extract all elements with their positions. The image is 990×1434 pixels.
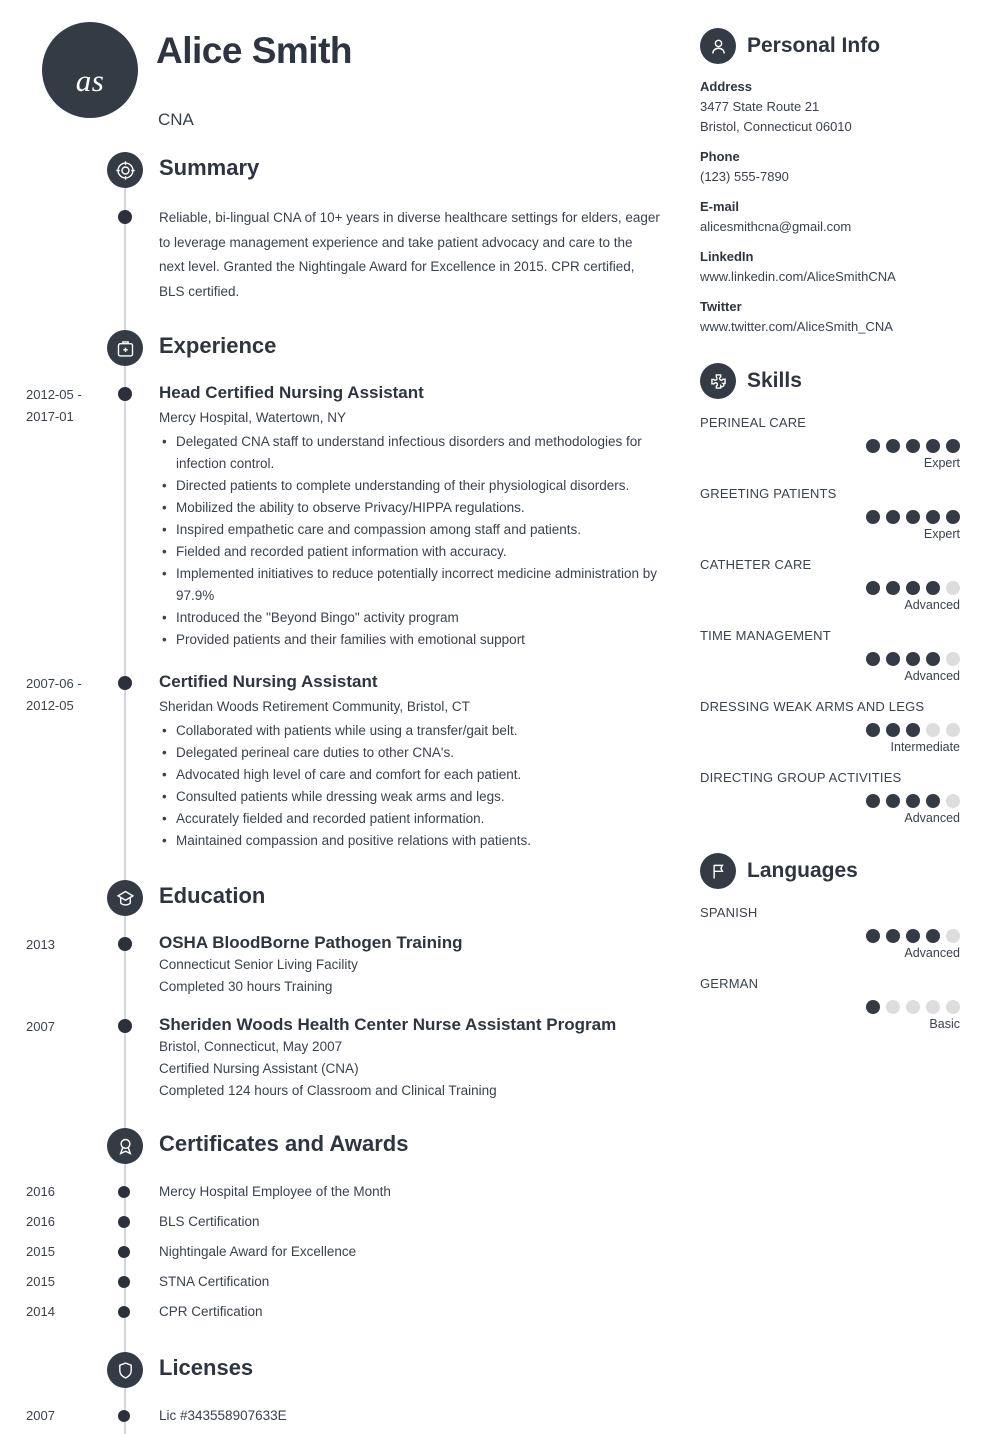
personal-info-list (700, 76, 962, 337)
timeline-dot (118, 387, 132, 401)
rating-dot-empty (946, 794, 960, 808)
rating-dot-empty (946, 581, 960, 595)
languages-list (700, 903, 962, 1031)
rating-dot-filled (906, 794, 920, 808)
info-field-value: 3477 State Route 21 (700, 99, 820, 114)
timeline-dot (118, 1276, 130, 1288)
rating-dot-filled (926, 929, 940, 943)
rating-dot-filled (906, 581, 920, 595)
rating-dot-filled (886, 510, 900, 524)
rating-dot-filled (926, 581, 940, 595)
entry-label: STNA Certification (159, 1274, 270, 1289)
rating-dot-filled (866, 723, 880, 737)
entry-dates: 2012-05 - 2017-01 (26, 387, 82, 424)
award-ribbon-icon (107, 1128, 143, 1164)
bullet-item: • Maintained compassion and positive relations with patients. (159, 830, 690, 852)
skill-item (700, 555, 962, 612)
page-title: Alice Smith (156, 30, 352, 71)
bullet-item: • Delegated perineal care duties to other CNA's. (159, 742, 690, 764)
info-field-label: Phone (700, 149, 740, 164)
entry-line: Completed 30 hours Training (159, 979, 333, 994)
section-header-experience (0, 330, 690, 382)
skills-list (700, 413, 962, 825)
rating-dot-filled (886, 723, 900, 737)
section-header-summary (0, 152, 690, 204)
section-title-languages: Languages (747, 859, 858, 882)
rating-dot-filled (886, 581, 900, 595)
bullet-item: • Accurately fielded and recorded patient information. (159, 808, 690, 830)
rating-name: DIRECTING GROUP ACTIVITIES (700, 770, 902, 785)
section-title-education: Education (159, 883, 266, 908)
education-entry (0, 932, 690, 1002)
rating-dot-filled (886, 794, 900, 808)
rating-name: GREETING PATIENTS (700, 486, 837, 501)
rating-dot-empty (946, 929, 960, 943)
skill-item (700, 413, 962, 470)
briefcase-icon (107, 330, 143, 366)
rating-level: Intermediate (890, 740, 960, 754)
target-icon (107, 152, 143, 188)
license-entry (0, 1404, 690, 1434)
entry-label: BLS Certification (159, 1214, 260, 1229)
skill-item (700, 626, 962, 683)
rating-dots (700, 1000, 962, 1014)
skill-item (700, 697, 962, 754)
section-title-summary: Summary (159, 155, 260, 180)
bullet-item: • Fielded and recorded patient information with accuracy. (159, 541, 690, 563)
rating-dots (700, 652, 962, 666)
rating-dots (700, 723, 962, 737)
shield-icon (107, 1352, 143, 1388)
avatar-initials: as (75, 63, 105, 98)
entry-label: Lic #343558907633E (159, 1408, 287, 1423)
timeline-dot (118, 1186, 130, 1198)
rating-level: Expert (923, 456, 960, 470)
timeline-dot (118, 1246, 130, 1258)
entry-dates: 2013 (26, 937, 55, 952)
experience-list (0, 382, 690, 856)
person-icon (700, 28, 736, 64)
timeline-dot (118, 1306, 130, 1318)
certificate-entry (0, 1240, 690, 1270)
rating-dot-empty (946, 1000, 960, 1014)
skill-item (700, 768, 962, 825)
rating-dot-filled (926, 510, 940, 524)
bullet-item: • Consulted patients while dressing weak arms and legs. (159, 786, 690, 808)
rating-name: PERINEAL CARE (700, 415, 807, 430)
entry-line: Bristol, Connecticut, May 2007 (159, 1039, 343, 1054)
entry-dates: 2015 (26, 1244, 55, 1259)
rating-level: Advanced (904, 946, 960, 960)
bullet-item: • Directed patients to complete understanding of their physiological disorders. (159, 475, 690, 497)
section-header-licenses (0, 1352, 690, 1404)
rating-dot-filled (906, 723, 920, 737)
section-header-education (0, 880, 690, 932)
rating-dots (700, 794, 962, 808)
entry-line: Connecticut Senior Living Facility (159, 957, 358, 972)
summary-text: Reliable, bi-lingual CNA of 10+ years in diverse healthcare settings for elders, eager to leverage management experience and take patient advocacy and care to the next level. Granted the Nightingale Award for Excellence in 2015. CPR certified, BLS certified. (159, 210, 660, 299)
rating-level: Advanced (904, 811, 960, 825)
rating-dot-filled (886, 439, 900, 453)
rating-dot-filled (886, 652, 900, 666)
rating-dots (700, 581, 962, 595)
rating-dot-filled (906, 439, 920, 453)
education-entry (0, 1014, 690, 1106)
licenses-list (0, 1404, 690, 1434)
bullet-item: • Implemented initiatives to reduce potentially incorrect medicine administration by 97.9% (159, 563, 690, 607)
bullet-item: • Provided patients and their families with emotional support (159, 629, 690, 651)
timeline-dot (118, 1410, 130, 1422)
section-header-certificates (0, 1128, 690, 1180)
puzzle-piece-icon (700, 363, 736, 399)
info-field-label: Twitter (700, 299, 742, 314)
entry-dates: 2007 (26, 1408, 55, 1423)
rating-dots (700, 439, 962, 453)
section-title-skills: Skills (747, 369, 802, 392)
info-field-label: Address (700, 79, 753, 94)
info-field-value: www.linkedin.com/AliceSmithCNA (700, 269, 896, 284)
rating-dot-filled (926, 652, 940, 666)
certificate-entry (0, 1210, 690, 1240)
rating-dot-empty (946, 723, 960, 737)
entry-dates: 2015 (26, 1274, 55, 1289)
rating-dot-filled (946, 510, 960, 524)
entry-title: Sheriden Woods Health Center Nurse Assistant Program (159, 1015, 617, 1034)
section-title-licenses: Licenses (159, 1355, 254, 1380)
info-field-value: (123) 555-7890 (700, 169, 789, 184)
bullet-item: • Advocated high level of care and comfort for each patient. (159, 764, 690, 786)
entry-label: CPR Certification (159, 1304, 263, 1319)
rating-dot-empty (926, 1000, 940, 1014)
entry-line: Completed 124 hours of Classroom and Clinical Training (159, 1083, 497, 1098)
bullet-item: • Collaborated with patients while using a transfer/gait belt. (159, 720, 690, 742)
section-header-languages (700, 853, 962, 889)
entry-bullets (159, 431, 690, 651)
entry-dates: 2007-06 - 2012-05 (26, 676, 82, 713)
rating-dot-filled (866, 794, 880, 808)
rating-dot-filled (866, 581, 880, 595)
section-title-experience: Experience (159, 333, 277, 358)
timeline-dot (118, 1019, 132, 1033)
rating-dot-filled (866, 929, 880, 943)
skill-item (700, 484, 962, 541)
bullet-item: • Mobilized the ability to observe Privacy/HIPPA regulations. (159, 497, 690, 519)
entry-title: Head Certified Nursing Assistant (159, 383, 424, 402)
rating-dot-filled (906, 652, 920, 666)
rating-name: GERMAN (700, 976, 759, 991)
section-title-certificates: Certificates and Awards (159, 1131, 409, 1156)
info-field-value: www.twitter.com/AliceSmith_CNA (700, 319, 893, 334)
rating-level: Expert (923, 527, 960, 541)
entry-title: OSHA BloodBorne Pathogen Training (159, 933, 463, 952)
resume-header (0, 22, 690, 142)
entry-title: Certified Nursing Assistant (159, 672, 378, 691)
rating-dot-empty (946, 652, 960, 666)
job-title: CNA (158, 110, 194, 129)
timeline (0, 152, 690, 1434)
bullet-item: • Introduced the "Beyond Bingo" activity program (159, 607, 690, 629)
entry-line: Certified Nursing Assistant (CNA) (159, 1061, 359, 1076)
rating-level: Advanced (904, 669, 960, 683)
rating-name: DRESSING WEAK ARMS AND LEGS (700, 699, 925, 714)
rating-dot-empty (886, 1000, 900, 1014)
rating-dot-filled (866, 510, 880, 524)
rating-dot-empty (926, 723, 940, 737)
entry-label: Mercy Hospital Employee of the Month (159, 1184, 391, 1199)
rating-dot-filled (906, 510, 920, 524)
timeline-dot (118, 676, 132, 690)
entry-label: Nightingale Award for Excellence (159, 1244, 357, 1259)
rating-dot-filled (866, 1000, 880, 1014)
timeline-dot (118, 210, 132, 224)
rating-dot-empty (906, 1000, 920, 1014)
rating-dots (700, 929, 962, 943)
entry-bullets (159, 720, 690, 852)
timeline-dot (118, 1216, 130, 1228)
certificate-entry (0, 1270, 690, 1300)
section-title-personal-info: Personal Info (747, 34, 881, 57)
rating-dot-filled (866, 652, 880, 666)
info-field-label: E-mail (700, 199, 740, 214)
rating-name: TIME MANAGEMENT (700, 628, 831, 643)
flag-icon (700, 853, 736, 889)
avatar (42, 22, 138, 118)
rating-name: SPANISH (700, 905, 758, 920)
timeline-dot (118, 937, 132, 951)
language-item (700, 974, 962, 1031)
info-field-value: alicesmithcna@gmail.com (700, 219, 852, 234)
entry-dates: 2007 (26, 1019, 55, 1034)
certificate-entry (0, 1180, 690, 1210)
rating-dot-filled (886, 929, 900, 943)
entry-subtitle: Mercy Hospital, Watertown, NY (159, 410, 347, 425)
experience-entry (0, 382, 690, 655)
rating-dot-filled (906, 929, 920, 943)
section-header-skills (700, 363, 962, 399)
rating-dot-filled (946, 439, 960, 453)
rating-level: Advanced (904, 598, 960, 612)
rating-level: Basic (929, 1017, 960, 1031)
certificates-list (0, 1180, 690, 1330)
rating-name: CATHETER CARE (700, 557, 812, 572)
right-column (700, 28, 962, 1031)
bullet-item: • Delegated CNA staff to understand infectious disorders and methodologies for infection control. (159, 431, 690, 475)
experience-entry (0, 671, 690, 856)
info-field-label: LinkedIn (700, 249, 754, 264)
bullet-item: • Inspired empathetic care and compassion among staff and patients. (159, 519, 690, 541)
language-item (700, 903, 962, 960)
rating-dots (700, 510, 962, 524)
entry-subtitle: Sheridan Woods Retirement Community, Bristol, CT (159, 699, 470, 714)
graduation-cap-icon (107, 880, 143, 916)
rating-dot-filled (926, 439, 940, 453)
rating-dot-filled (866, 439, 880, 453)
education-list (0, 932, 690, 1106)
entry-dates: 2016 (26, 1214, 55, 1229)
certificate-entry (0, 1300, 690, 1330)
section-header-personal-info (700, 28, 962, 64)
summary-entry (0, 204, 690, 304)
rating-dot-filled (926, 794, 940, 808)
info-field-value: Bristol, Connecticut 06010 (700, 119, 852, 134)
entry-dates: 2016 (26, 1184, 55, 1199)
entry-dates: 2014 (26, 1304, 55, 1319)
